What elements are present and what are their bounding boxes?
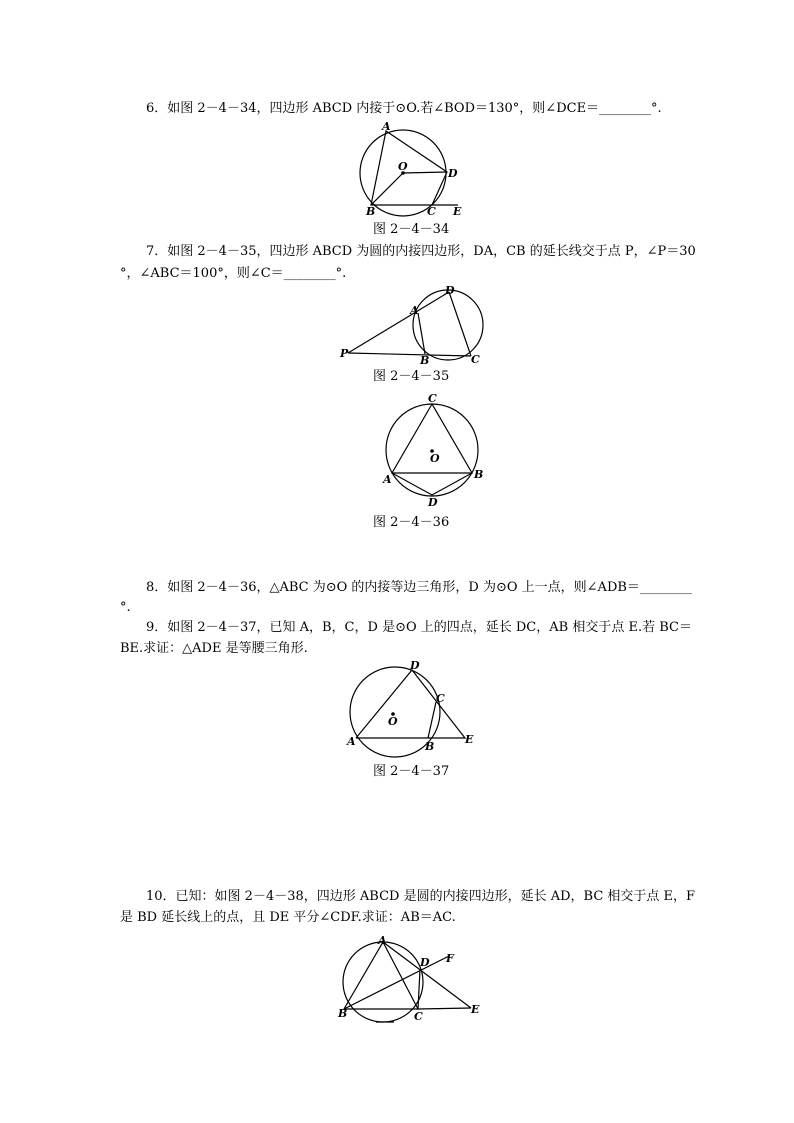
problem-10-text-cont: 是 BD 延长线上的点，且 DE 平分∠CDF.求证：AB＝AC. [120, 910, 456, 925]
label-d: D [445, 284, 455, 297]
label-o: O [388, 715, 398, 728]
label-b: B [425, 740, 435, 753]
label-e: E [465, 733, 474, 746]
label-e: E [453, 205, 462, 218]
label-d: D [448, 167, 458, 180]
label-f: F [446, 952, 454, 965]
label-c: C [471, 353, 480, 366]
problem-7-text-cont: °，∠ABC＝100°，则∠C＝________°. [120, 266, 347, 281]
label-a: A [410, 304, 419, 317]
problem-9-text-cont: BE.求证：△ADE 是等腰三角形. [120, 641, 308, 656]
label-a: A [347, 735, 356, 748]
label-b: B [420, 354, 430, 367]
label-o: O [398, 160, 408, 173]
problem-8-text: 8．如图 2－4－36，△ABC 为⊙O 的内接等边三角形，D 为⊙O 上一点，则∠ADB＝________ [146, 580, 692, 595]
label-b: B [338, 1007, 348, 1020]
label-c: C [427, 205, 436, 218]
problem-7-text: 7．如图 2－4－35，四边形 ABCD 为圆的内接四边形，DA，CB 的延长线交于点 P，∠P＝30 [146, 244, 696, 259]
circle [343, 942, 423, 1022]
line-ae [383, 942, 471, 1008]
label-b: B [474, 468, 484, 481]
label-d: D [420, 956, 430, 969]
problem-8-text-cont: °. [120, 600, 131, 615]
triangle-abc [344, 942, 418, 1009]
label-a: A [378, 934, 387, 947]
label-e: E [471, 1003, 480, 1016]
problem-6-text: 6．如图 2－4－34，四边形 ABCD 内接于⊙O.若∠BOD＝130°，则∠DCE＝________°. [146, 101, 662, 116]
figure-caption: 图 2－4－34 [373, 222, 450, 237]
problem-9-text: 9．如图 2－4－37，已知 A，B，C，D 是⊙O 上的四点，延长 DC，AB 相交于点 E.若 BC＝ [146, 620, 692, 635]
label-b: B [366, 205, 376, 218]
label-a: A [382, 120, 391, 133]
segment-ce [418, 1008, 471, 1009]
label-a: A [383, 473, 392, 486]
label-c: C [414, 1010, 423, 1023]
figure-caption: 图 2－4－36 [373, 515, 450, 530]
label-p: P [340, 347, 349, 360]
label-c: C [428, 392, 437, 405]
label-c: C [436, 692, 445, 705]
label-o: O [430, 452, 440, 465]
segment-dc [418, 970, 420, 1009]
label-d: D [428, 496, 438, 509]
label-d: D [410, 659, 420, 672]
problem-10-text: 10．已知：如图 2－4－38，四边形 ABCD 是圆的内接四边形，延长 AD，BC 相交于点 E，F [146, 889, 696, 904]
figure-caption: 图 2－4－37 [373, 764, 450, 779]
figure-caption: 图 2－4－35 [373, 369, 450, 384]
